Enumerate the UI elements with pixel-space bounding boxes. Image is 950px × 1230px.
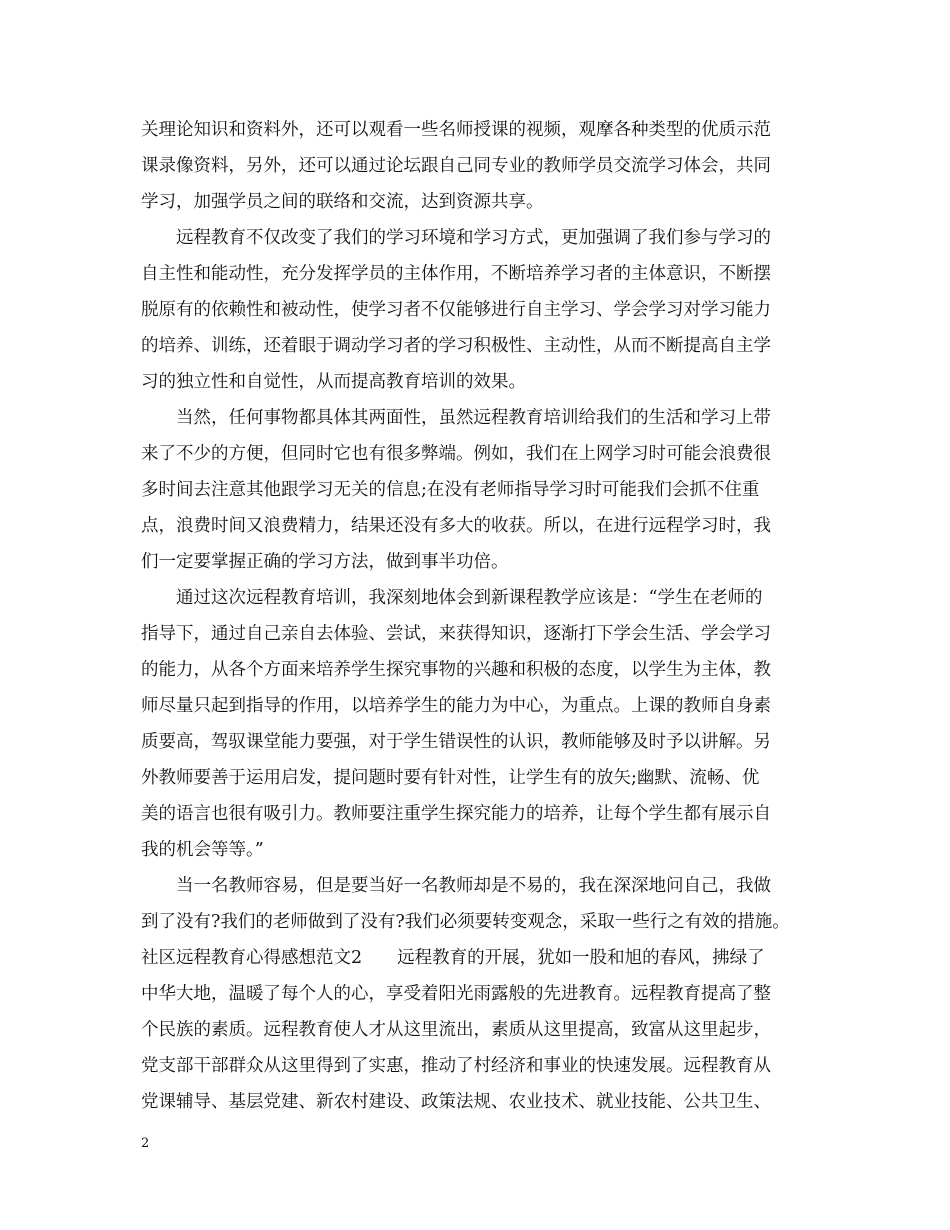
text-line: 美的语言也很有吸引力。教师要注重学生探究能力的培养，让每个学生都有展示自 xyxy=(141,804,771,824)
text-line: 自主性和能动性，充分发挥学员的主体作用，不断培养学习者的主体意识，不断摆 xyxy=(141,264,771,284)
text-line: 来了不少的方便，但同时它也有很多弊端。例如，我们在上网学习时可能会浪费很 xyxy=(141,444,771,464)
text-line: 习的独立性和自觉性，从而提高教育培训的效果。 xyxy=(141,372,526,392)
text-line: 关理论知识和资料外，还可以观看一些名师授课的视频，观摩各种类型的优质示范 xyxy=(141,120,771,140)
text-line: 的能力，从各个方面来培养学生探究事物的兴趣和积极的态度，以学生为主体，教 xyxy=(141,660,771,680)
text-line: 点，浪费时间又浪费精力，结果还没有多大的收获。所以，在进行远程学习时，我 xyxy=(141,516,771,536)
text-line: 指导下，通过自己亲自去体验、尝试，来获得知识，逐渐打下学会生活、学会学习 xyxy=(141,624,771,644)
text-line: 当然，任何事物都具体其两面性，虽然远程教育培训给我们的生活和学习上带 xyxy=(141,408,771,428)
text-line: 课录像资料，另外，还可以通过论坛跟自己同专业的教师学员交流学习体会，共同 xyxy=(141,156,771,176)
text-line: 中华大地，温暖了每个人的心，享受着阳光雨露般的先进教育。远程教育提高了整 xyxy=(141,984,771,1004)
text-line: 的培养、训练，还着眼于调动学习者的学习积极性、主动性，从而不断提高自主学 xyxy=(141,336,771,356)
text-line: 脱原有的依赖性和被动性，使学习者不仅能够进行自主学习、学会学习对学习能力 xyxy=(141,300,771,320)
text-line: 学习，加强学员之间的联络和交流，达到资源共享。 xyxy=(141,192,544,212)
text-line: 远程教育不仅改变了我们的学习环境和学习方式，更加强调了我们参与学习的 xyxy=(141,228,771,248)
text-line: 质要高，驾驭课堂能力要强，对于学生错误性的认识，教师能够及时予以讲解。另 xyxy=(141,732,771,752)
text-line: 多时间去注意其他跟学习无关的信息;在没有老师指导学习时可能我们会抓不住重 xyxy=(141,480,760,500)
text-line: 党支部干部群众从这里得到了实惠，推动了村经济和事业的快速发展。远程教育从 xyxy=(141,1056,771,1076)
text-line: 师尽量只起到指导的作用，以培养学生的能力为中心，为重点。上课的教师自身素 xyxy=(141,696,771,716)
page-number: 2 xyxy=(141,1136,150,1151)
text-line: 社区远程教育心得感想范文2 远程教育的开展，犹如一股和旭的春风，拂绿了 xyxy=(141,948,765,968)
text-line: 我的机会等等。” xyxy=(141,840,264,860)
text-line: 到了没有?我们的老师做到了没有?我们必须要转变观念，采取一些行之有效的措施。 xyxy=(141,912,790,932)
text-line: 外教师要善于运用启发，提问题时要有针对性，让学生有的放矢;幽默、流畅、优 xyxy=(141,768,760,788)
text-line: 们一定要掌握正确的学习方法，做到事半功倍。 xyxy=(141,552,509,572)
text-line: 党课辅导、基层党建、新农村建设、政策法规、农业技术、就业技能、公共卫生、 xyxy=(141,1092,771,1112)
text-line: 当一名教师容易，但是要当好一名教师却是不易的，我在深深地问自己，我做 xyxy=(141,876,771,896)
text-line: 个民族的素质。远程教育使人才从这里流出，素质从这里提高，致富从这里起步， xyxy=(141,1020,771,1040)
text-line: 通过这次远程教育培训，我深刻地体会到新课程教学应该是：“学生在老师的 xyxy=(141,588,763,608)
